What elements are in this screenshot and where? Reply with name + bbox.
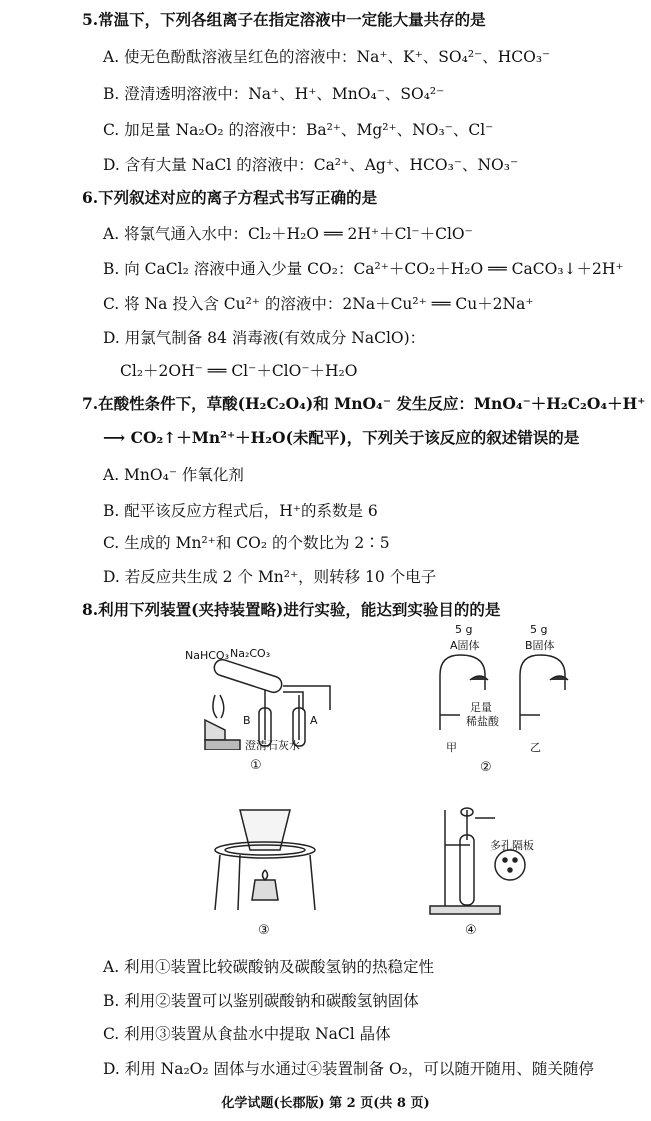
label-solid-b: B固体: [525, 639, 555, 652]
label-mass-b: 5 g: [530, 623, 548, 636]
figure-4-drawing: [425, 800, 555, 920]
q6-option-d: D. 用氯气制备 84 消毒液(有效成分 NaClO)：: [103, 329, 426, 347]
label-solid-a: A固体: [450, 639, 480, 652]
q7-stem-continued: ⟶ CO₂↑＋Mn²⁺＋H₂O(未配平)，下列关于该反应的叙述错误的是: [103, 428, 580, 447]
figure-1-number: ①: [250, 758, 262, 773]
q5-option-b: B. 澄清透明溶液中：Na⁺、H⁺、MnO₄⁻、SO₄²⁻: [103, 85, 445, 103]
figure-3-number: ③: [258, 923, 270, 938]
label-tube-yi: 乙: [530, 741, 541, 754]
q7-option-d: D. 若反应共生成 2 个 Mn²⁺，则转移 10 个电子: [103, 568, 437, 586]
q6-option-c: C. 将 Na 投入含 Cu²⁺ 的溶液中：2Na＋Cu²⁺ ══ Cu＋2Na⁺: [103, 295, 534, 313]
q6-option-a: A. 将氯气通入水中：Cl₂＋H₂O ══ 2H⁺＋Cl⁻＋ClO⁻: [103, 225, 473, 243]
q8-option-c: C. 利用③装置从食盐水中提取 NaCl 晶体: [103, 1025, 391, 1043]
label-tube-a: A: [310, 714, 318, 727]
figure-4-number: ④: [465, 923, 477, 938]
figure-2-drawing: [430, 620, 580, 740]
q7-stem: 7.在酸性条件下，草酸(H₂C₂O₄)和 MnO₄⁻ 发生反应：MnO₄⁻＋H₂C₂O₄＋H⁺: [82, 394, 646, 413]
q7-option-c: C. 生成的 Mn²⁺和 CO₂ 的个数比为 2∶5: [103, 534, 390, 552]
q7-option-b: B. 配平该反应方程式后，H⁺的系数是 6: [103, 502, 378, 520]
label-tube-jia: 甲: [446, 741, 457, 754]
q5-stem: 5.常温下，下列各组离子在指定溶液中一定能大量共存的是: [82, 10, 486, 29]
q8-option-d: D. 利用 Na₂O₂ 固体与水通过④装置制备 O₂，可以随开随用、随关随停: [103, 1060, 594, 1078]
label-porous-plate: 多孔隔板: [490, 839, 534, 852]
page-footer: 化学试题(长郡版) 第 2 页(共 8 页): [221, 1096, 430, 1111]
label-dilute-hcl: 稀盐酸: [466, 715, 499, 728]
q5-option-a: A. 使无色酚酞溶液呈红色的溶液中：Na⁺、K⁺、SO₄²⁻、HCO₃⁻: [103, 48, 551, 66]
q8-option-a: A. 利用①装置比较碳酸钠及碳酸氢钠的热稳定性: [103, 958, 435, 976]
q6-stem: 6.下列叙述对应的离子方程式书写正确的是: [82, 188, 378, 207]
figure-2-apparatus: [430, 620, 580, 780]
figure-3-drawing: [210, 800, 320, 920]
figure-1-apparatus: [165, 640, 355, 775]
q5-option-c: C. 加足量 Na₂O₂ 的溶液中：Ba²⁺、Mg²⁺、NO₃⁻、Cl⁻: [103, 121, 494, 139]
label-limewater: 澄清石灰水: [245, 739, 300, 752]
figure-3-apparatus: [210, 800, 320, 945]
q8-option-b: B. 利用②装置可以鉴别碳酸钠和碳酸氢钠固体: [103, 992, 419, 1010]
q5-option-d: D. 含有大量 NaCl 的溶液中：Ca²⁺、Ag⁺、HCO₃⁻、NO₃⁻: [103, 156, 519, 174]
label-na2co3: Na₂CO₃: [230, 647, 271, 660]
figure-4-apparatus: [425, 800, 555, 945]
figure-2-number: ②: [480, 760, 492, 775]
label-acid-amount: 足量: [470, 701, 492, 714]
label-nahco3: NaHCO₃: [185, 649, 229, 662]
q8-stem: 8.利用下列装置(夹持装置略)进行实验，能达到实验目的的是: [82, 600, 501, 619]
q6-option-d-equation: Cl₂＋2OH⁻ ══ Cl⁻＋ClO⁻＋H₂O: [120, 362, 358, 380]
label-tube-b: B: [243, 714, 251, 727]
q7-option-a: A. MnO₄⁻ 作氧化剂: [103, 466, 244, 484]
label-mass-a: 5 g: [455, 623, 473, 636]
q6-option-b: B. 向 CaCl₂ 溶液中通入少量 CO₂：Ca²⁺＋CO₂＋H₂O ══ CaCO₃↓＋2H⁺: [103, 260, 624, 278]
